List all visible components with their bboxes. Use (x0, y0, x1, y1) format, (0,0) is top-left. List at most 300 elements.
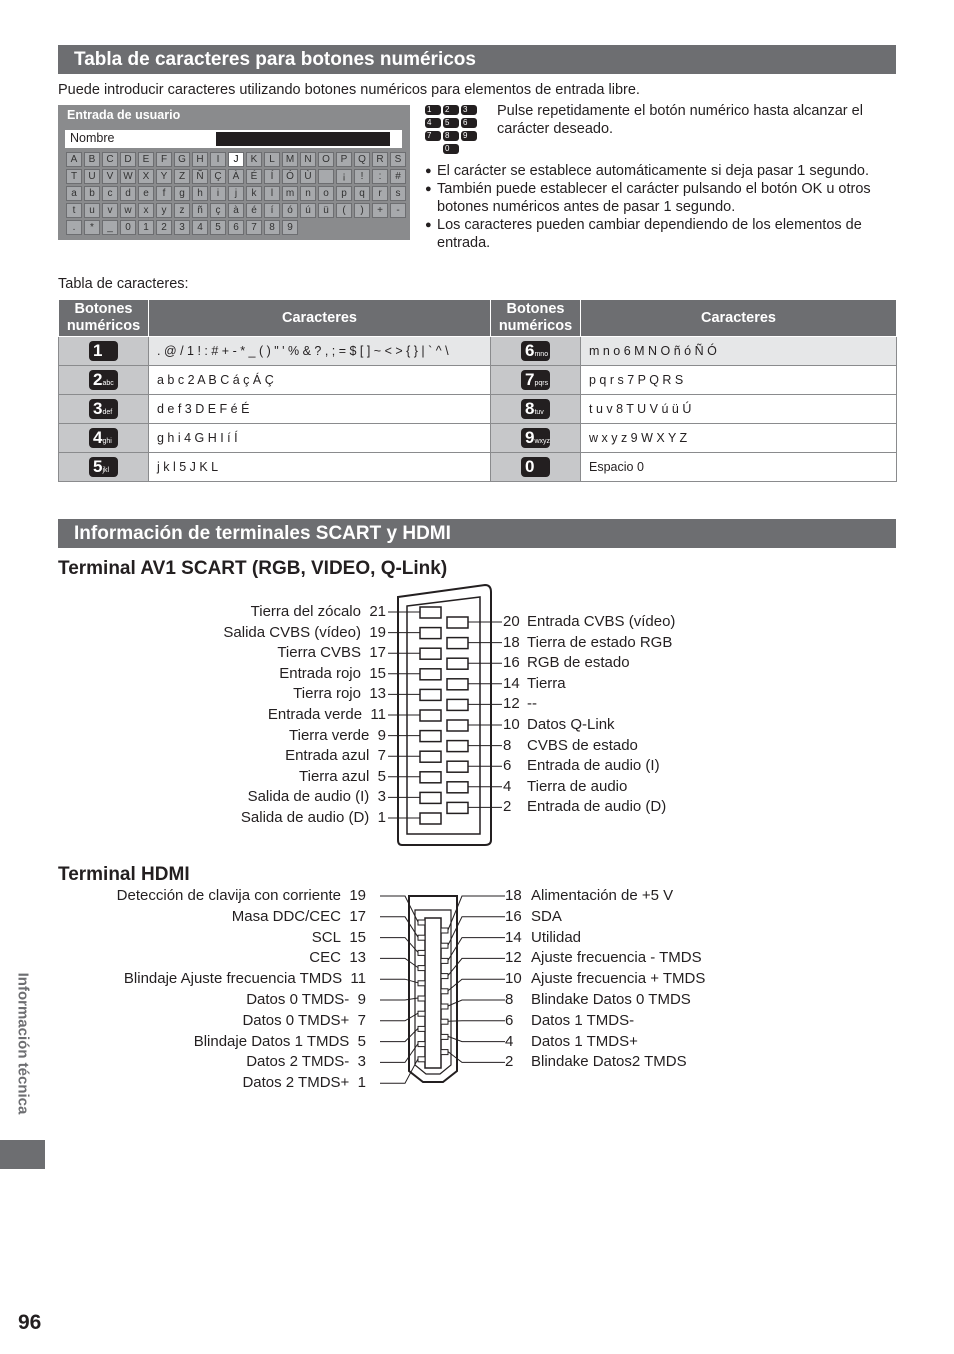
button-letters: pqrs (534, 380, 549, 387)
scart-left-pin-label (223, 624, 386, 642)
scart-left-pin-label (251, 603, 386, 621)
scart-right-pin-label (503, 634, 672, 652)
char-cell[interactable]: K (246, 152, 262, 167)
char-cell[interactable]: Y (156, 169, 172, 184)
number-button-cell (59, 337, 149, 366)
hdmi-right-pin-label (505, 929, 581, 947)
keypad-key-5: 5 (443, 118, 459, 128)
bullet-item: ● El carácter se establece automáticamente si deja pasar 1 segundo. (425, 163, 870, 179)
bullet-item: ● Los caracteres pueden cambiar dependiendo de los elementos de entrada. (425, 217, 862, 251)
scart-pin-7 (420, 751, 441, 762)
name-label: Nombre (70, 131, 115, 145)
hdmi-pin-4 (441, 1034, 448, 1039)
char-cell[interactable]: I (210, 152, 226, 167)
hdmi-left-pin-label (246, 991, 366, 1009)
char-cell[interactable]: # (390, 169, 406, 184)
hdmi-right-pin-label (505, 1053, 687, 1071)
pin-function: SCL (311, 928, 341, 946)
char-cell[interactable]: 1 (138, 220, 154, 235)
hdmi-left-pin-label (309, 949, 366, 967)
char-cell[interactable]: Ù (300, 169, 316, 184)
hdmi-pin-8 (441, 1004, 448, 1009)
pin-function: Salida de audio (D) (240, 809, 370, 826)
scart-pin-4 (447, 782, 468, 793)
keypad-key-8: 8 (443, 131, 459, 141)
page-number: 96 (18, 1311, 42, 1334)
pin-number: 4 (505, 1032, 514, 1050)
pin-function: Tierra del zócalo (250, 603, 361, 620)
char-cell[interactable]: 9 (282, 220, 298, 235)
table-header-row (59, 300, 897, 337)
pin-function: Tierra de audio (527, 777, 628, 795)
number-button-cell (491, 366, 581, 395)
char-cell[interactable]: u (84, 203, 100, 218)
pin-function: Datos 0 TMDS+ (242, 1011, 350, 1029)
pin-number: 7 (377, 747, 386, 765)
char-cell[interactable]: W (120, 169, 136, 184)
char-cell[interactable]: s (390, 186, 406, 201)
pin-number: 2 (503, 798, 512, 816)
button-digit: 8 (525, 399, 535, 418)
pin-number: 3 (357, 1053, 366, 1071)
scart-pin-20 (447, 617, 468, 628)
number-button-cell (59, 366, 149, 395)
keypad-key-4: 4 (425, 118, 441, 128)
char-cell[interactable]: y (156, 203, 172, 218)
button-digit: 1 (93, 341, 103, 360)
char-cell[interactable]: Ñ (192, 169, 208, 184)
char-cell[interactable] (318, 169, 334, 184)
characters-cell: d e f 3 D E F é É (149, 395, 491, 424)
hdmi-left-pin-label (246, 1053, 366, 1071)
char-cell[interactable]: 5 (210, 220, 226, 235)
char-cell[interactable]: ( (336, 203, 352, 218)
keypad-key-0: 0 (443, 144, 459, 154)
char-cell[interactable]: ç (210, 203, 226, 218)
hdmi-right-pin-label (505, 1033, 638, 1051)
hdmi-connector-diagram (380, 890, 505, 1090)
name-input-field[interactable] (216, 132, 390, 146)
pin-number: 1 (377, 809, 386, 826)
char-cell[interactable]: j (228, 186, 244, 201)
scart-pin-13 (420, 689, 441, 700)
pin-number: 9 (377, 726, 386, 744)
char-cell[interactable]: * (84, 220, 100, 235)
hdmi-pin-13 (418, 966, 425, 971)
char-cell[interactable]: 0 (120, 220, 136, 235)
char-cell[interactable]: À (228, 169, 244, 184)
pin-function: Tierra de estado RGB (527, 633, 673, 651)
pin-number: 20 (503, 613, 520, 630)
char-cell[interactable]: g (174, 186, 190, 201)
char-cell[interactable]: r (372, 186, 388, 201)
char-cell[interactable]: + (372, 203, 388, 218)
hdmi-pin-12 (441, 974, 448, 979)
intro-text: Puede introducir caracteres utilizando botones numéricos para elementos de entrada libre. (58, 82, 640, 98)
pin-number: 11 (350, 970, 366, 988)
pin-number: 11 (370, 706, 386, 723)
characters-table (58, 299, 897, 482)
scart-right-pin-label (503, 695, 537, 713)
hdmi-pin-9 (418, 996, 425, 1001)
char-cell[interactable]: 4 (192, 220, 208, 235)
char-cell[interactable]: ó (282, 203, 298, 218)
header-chars-2: Caracteres (581, 300, 897, 337)
pin-function: Entrada verde (267, 706, 363, 723)
pin-function: Ajuste frecuencia + TMDS (531, 970, 706, 988)
button-digit: 5 (93, 457, 103, 476)
scart-left-pin-label (268, 706, 386, 724)
char-cell[interactable]: R (372, 152, 388, 167)
pin-number: 19 (349, 887, 366, 904)
char-cell[interactable]: N (300, 152, 316, 167)
pin-function: Datos 1 TMDS+ (531, 1032, 638, 1050)
scart-pin-5 (420, 772, 441, 783)
pin-number: 8 (505, 991, 514, 1008)
pin-function: Datos 2 TMDS- (246, 1053, 350, 1071)
char-cell[interactable]: U (84, 169, 100, 184)
pin-number: 7 (357, 1011, 366, 1029)
number-button-0 (521, 457, 550, 477)
scart-left-pin-label (289, 727, 386, 745)
number-button-2 (89, 370, 118, 390)
bullet-text: También puede establecer el carácter pulsando el botón OK u otros botones numéricos antes de pasar 1 segundo. (437, 181, 871, 215)
hdmi-title: Terminal HDMI (58, 864, 190, 885)
pin-number: 14 (505, 928, 522, 946)
char-cell[interactable]: A (66, 152, 82, 167)
char-cell[interactable]: V (102, 169, 118, 184)
char-cell[interactable]: d (120, 186, 136, 201)
pin-function: Blindake Datos 0 TMDS (531, 991, 691, 1008)
hdmi-left-pin-label (117, 887, 366, 905)
table-row (59, 366, 897, 395)
hdmi-pin-2 (441, 1050, 448, 1055)
scart-pin-15 (420, 669, 441, 680)
hdmi-pin-10 (441, 989, 448, 994)
scart-pin-21 (420, 607, 441, 618)
scart-right-pin-label (503, 716, 615, 734)
number-button-cell (491, 395, 581, 424)
scart-pin-14 (447, 679, 468, 690)
char-cell[interactable]: ü (318, 203, 334, 218)
grid-row (66, 186, 408, 203)
grid-row (66, 220, 408, 237)
keypad-key-1: 1 (425, 105, 441, 115)
pin-number: 17 (349, 907, 366, 925)
keypad-key-3: 3 (461, 105, 477, 115)
bullet-list (425, 162, 895, 252)
char-cell[interactable]: c (102, 186, 118, 201)
number-button-3 (89, 399, 118, 419)
pin-function: -- (527, 695, 537, 713)
button-digit: 4 (93, 428, 103, 447)
pin-function: Entrada azul (285, 747, 370, 765)
char-cell[interactable]: i (210, 186, 226, 201)
button-digit: 2 (93, 370, 103, 389)
table-row (59, 337, 897, 366)
char-cell[interactable]: í (264, 203, 280, 218)
char-cell[interactable]: é (246, 203, 262, 218)
character-grid (66, 152, 408, 237)
char-cell[interactable]: . (66, 220, 82, 235)
scart-right-pin-label (503, 798, 666, 816)
pin-function: Tierra CVBS (277, 644, 361, 662)
pin-number: 4 (503, 777, 512, 795)
pin-number: 12 (503, 695, 520, 713)
button-digit: 0 (525, 457, 535, 476)
number-button-cell (59, 453, 149, 482)
char-cell[interactable]: O (318, 152, 334, 167)
pin-number: 13 (369, 685, 386, 703)
char-cell[interactable]: F (156, 152, 172, 167)
keypad-key-9: 9 (461, 131, 477, 141)
header-buttons-1: Botones numéricos (59, 300, 149, 337)
button-letters: jkl (102, 467, 110, 474)
button-letters: wxyz (534, 438, 551, 445)
char-cell[interactable]: b (84, 186, 100, 201)
scart-pin-3 (420, 792, 441, 803)
user-input-panel (58, 105, 410, 240)
pin-function: Entrada CVBS (vídeo) (527, 613, 676, 630)
pin-number: 12 (505, 949, 522, 967)
button-letters: mno (534, 351, 549, 358)
pin-function: Datos 2 TMDS+ (242, 1074, 350, 1092)
char-cell[interactable]: w (120, 203, 136, 218)
scart-right-pin-label (503, 778, 627, 796)
instruction-text: Pulse repetidamente el botón numérico hasta alcanzar el carácter deseado. (497, 103, 863, 137)
number-button-cell (59, 424, 149, 453)
pin-function: Detección de clavija con corriente (116, 887, 341, 904)
scart-pin-6 (447, 761, 468, 772)
hdmi-pin-7 (418, 1011, 425, 1016)
scart-left-pin-label (241, 809, 386, 827)
characters-cell: m n o 6 M N O ñ ó Ñ Ó (581, 337, 897, 366)
number-button-cell (59, 395, 149, 424)
char-cell[interactable]: Q (354, 152, 370, 167)
button-digit: 3 (93, 399, 103, 418)
pin-number: 6 (505, 1011, 514, 1029)
scart-left-pin-label (293, 685, 386, 703)
char-cell[interactable]: É (246, 169, 262, 184)
table-row (59, 395, 897, 424)
pin-function: Tierra rojo (293, 685, 361, 703)
number-button-9 (521, 428, 550, 448)
scart-left-pin-label (279, 665, 386, 683)
pin-number: 9 (357, 991, 366, 1008)
char-cell[interactable]: P (336, 152, 352, 167)
pin-function: Entrada de audio (D) (527, 798, 667, 816)
hdmi-right-pin-label (505, 991, 691, 1009)
char-cell[interactable]: 2 (156, 220, 172, 235)
pin-function: Datos 1 TMDS- (531, 1011, 635, 1029)
bullet-item: ● También puede establecer el carácter pulsando el botón OK u otros botones numéricos antes de pasar 1 segundo. (425, 181, 871, 215)
char-cell[interactable]: 3 (174, 220, 190, 235)
hdmi-left-pin-label (312, 929, 366, 947)
header-chars-1: Caracteres (149, 300, 491, 337)
table-row (59, 424, 897, 453)
button-digit: 7 (525, 370, 535, 389)
pin-function: Datos Q-Link (527, 716, 615, 733)
char-cell[interactable]: _ (102, 220, 118, 235)
char-cell[interactable]: t (66, 203, 82, 218)
button-letters: ghi (102, 438, 112, 445)
char-cell[interactable]: f (156, 186, 172, 201)
scart-pin-17 (420, 648, 441, 659)
char-cell[interactable]: - (390, 203, 406, 218)
hdmi-left-pin-label (232, 908, 366, 926)
header-buttons-2: Botones numéricos (491, 300, 581, 337)
char-cell[interactable]: D (120, 152, 136, 167)
number-button-1 (89, 341, 118, 361)
number-button-7 (521, 370, 550, 390)
hdmi-pin-6 (441, 1019, 448, 1024)
char-cell[interactable]: T (66, 169, 82, 184)
char-cell[interactable]: ¡ (336, 169, 352, 184)
char-cell[interactable]: H (192, 152, 208, 167)
char-cell[interactable]: 7 (246, 220, 262, 235)
char-cell[interactable]: a (66, 186, 82, 201)
hdmi-right-pin-label (505, 1012, 634, 1030)
scart-left-pin-label (248, 788, 386, 806)
scart-right-pin-label (503, 757, 660, 775)
hdmi-pin-19 (418, 920, 425, 925)
char-cell[interactable]: n (300, 186, 316, 201)
number-button-4 (89, 428, 118, 448)
button-digit: 6 (525, 341, 535, 360)
name-row (65, 130, 402, 148)
pin-number: 6 (503, 757, 512, 775)
pin-number: 10 (505, 970, 522, 988)
keypad-key-6: 6 (461, 118, 477, 128)
button-digit: 9 (525, 428, 535, 447)
scart-pin-16 (447, 658, 468, 669)
char-cell[interactable]: l (264, 186, 280, 201)
hdmi-pin-5 (418, 1026, 425, 1031)
pin-function: Blindaje Ajuste frecuencia TMDS (123, 970, 343, 988)
char-cell[interactable]: ! (354, 169, 370, 184)
pin-number: 5 (377, 767, 386, 785)
pin-number: 18 (505, 887, 522, 904)
panel-title: Entrada de usuario (67, 108, 181, 122)
pin-function: Tierra (527, 674, 566, 692)
char-cell[interactable]: Ó (282, 169, 298, 184)
scart-left-pin-label (285, 747, 386, 765)
pin-number: 21 (369, 603, 386, 620)
characters-cell: j k l 5 J K L (149, 453, 491, 482)
pin-number: 15 (369, 664, 386, 682)
characters-cell: g h i 4 G H I í Í (149, 424, 491, 453)
char-cell[interactable]: Ç (210, 169, 226, 184)
pin-number: 3 (377, 788, 386, 806)
grid-row (66, 152, 408, 169)
hdmi-pin-18 (441, 928, 448, 933)
number-button-cell (491, 424, 581, 453)
keypad-key-2: 2 (443, 105, 459, 115)
pin-number: 17 (369, 644, 386, 662)
pin-number: 13 (349, 949, 366, 967)
characters-cell: w x y z 9 W X Y Z (581, 424, 897, 453)
scart-left-pin-label (299, 768, 386, 786)
char-cell[interactable]: e (138, 186, 154, 201)
char-cell[interactable]: à (228, 203, 244, 218)
char-cell[interactable]: J (228, 152, 244, 167)
char-cell[interactable]: x (138, 203, 154, 218)
pin-function: Blindaje Datos 1 TMDS (193, 1032, 350, 1050)
char-cell[interactable]: E (138, 152, 154, 167)
section-title-terminals: Información de terminales SCART y HDMI (58, 519, 896, 548)
number-button-6 (521, 341, 550, 361)
pin-function: Salida CVBS (vídeo) (223, 623, 361, 641)
char-cell[interactable]: : (372, 169, 388, 184)
char-cell[interactable]: S (390, 152, 406, 167)
pin-number: 1 (357, 1074, 366, 1092)
char-cell[interactable]: ñ (192, 203, 208, 218)
scart-pin-18 (447, 638, 468, 649)
section-title-char-table: Tabla de caracteres para botones numéricos (58, 45, 896, 74)
char-cell[interactable]: M (282, 152, 298, 167)
hdmi-right-pin-label (505, 970, 705, 988)
characters-cell: . @ / 1 ! : # + - * _ ( ) " ' % & ? , ; = $ [ ] ~ < > { } | ` ^ \ (149, 337, 491, 366)
char-cell[interactable]: X (138, 169, 154, 184)
char-cell[interactable]: v (102, 203, 118, 218)
char-cell[interactable]: h (192, 186, 208, 201)
number-button-8 (521, 399, 550, 419)
char-cell[interactable]: Z (174, 169, 190, 184)
pin-function: Ajuste frecuencia - TMDS (531, 949, 702, 967)
number-button-cell (491, 337, 581, 366)
char-cell[interactable]: m (282, 186, 298, 201)
pin-function: Masa DDC/CEC (231, 907, 341, 925)
characters-cell: Espacio 0 (581, 453, 897, 482)
char-cell[interactable]: L (264, 152, 280, 167)
char-cell[interactable]: 8 (264, 220, 280, 235)
char-cell[interactable]: 6 (228, 220, 244, 235)
grid-row (66, 203, 408, 220)
pin-number: 2 (505, 1053, 514, 1071)
pin-function: Datos 0 TMDS- (246, 991, 350, 1008)
hdmi-left-pin-label (242, 1074, 366, 1092)
char-cell[interactable]: ú (300, 203, 316, 218)
char-cell[interactable]: Í (264, 169, 280, 184)
hdmi-pin-11 (418, 981, 425, 986)
hdmi-pin-1 (418, 1057, 425, 1062)
hdmi-right-pin-label (505, 887, 673, 905)
keypad-key-7: 7 (425, 131, 441, 141)
char-cell[interactable]: q (354, 186, 370, 201)
char-cell[interactable]: ) (354, 203, 370, 218)
char-cell[interactable]: G (174, 152, 190, 167)
side-tab-marker (0, 1140, 45, 1169)
pin-number: 16 (503, 654, 520, 672)
char-cell[interactable]: B (84, 152, 100, 167)
scart-pin-12 (447, 699, 468, 710)
button-letters: def (102, 409, 113, 416)
hdmi-pin-3 (418, 1042, 425, 1047)
bullet-text: Los caracteres pueden cambiar dependiendo de los elementos de entrada. (437, 217, 862, 251)
pin-function: Alimentación de +5 V (531, 887, 674, 904)
scart-pin-8 (447, 741, 468, 752)
hdmi-pin-15 (418, 950, 425, 955)
scart-pin-10 (447, 720, 468, 731)
pin-function: Utilidad (531, 928, 582, 946)
char-cell[interactable]: z (174, 203, 190, 218)
char-cell[interactable]: o (318, 186, 334, 201)
char-cell[interactable]: p (336, 186, 352, 201)
scart-pin-2 (447, 802, 468, 813)
hdmi-right-pin-label (505, 908, 562, 926)
char-cell[interactable]: C (102, 152, 118, 167)
char-cell[interactable]: k (246, 186, 262, 201)
